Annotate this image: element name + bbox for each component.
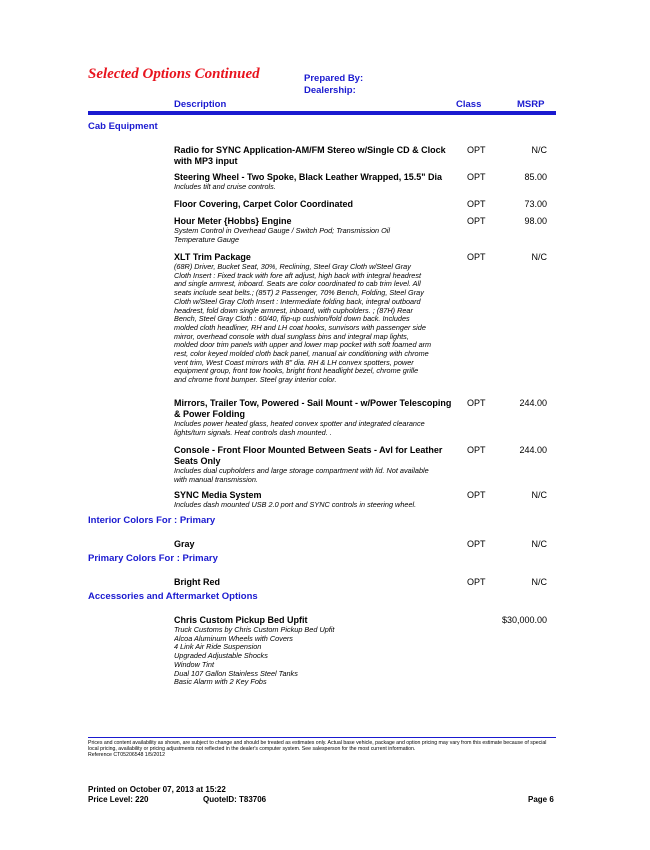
option-msrp: 98.00 xyxy=(524,216,547,226)
option-msrp: N/C xyxy=(531,490,547,500)
prepared-by-label: Prepared By: xyxy=(304,73,364,84)
option-msrp: N/C xyxy=(531,539,547,549)
column-header-description: Description xyxy=(174,99,227,110)
option-name: Chris Custom Pickup Bed Upfit xyxy=(174,615,308,625)
section-title-accessories: Accessories and Aftermarket Options xyxy=(88,591,258,602)
option-class: OPT xyxy=(467,216,486,226)
option-row xyxy=(174,145,452,167)
option-name: Steering Wheel - Two Spoke, Black Leather Wrapped, 15.5" Dia xyxy=(174,172,443,182)
option-description: Includes power heated glass, heated convex spotter and integrated clearance lights/turn signals. Heat controls dash mounted. . xyxy=(174,420,425,437)
option-class: OPT xyxy=(467,490,486,500)
option-name: XLT Trim Package xyxy=(174,252,251,262)
section-title-interior-colors: Interior Colors For : Primary xyxy=(88,515,216,526)
option-description: Includes dual cupholders and large storage compartment with lid. Not available with manual transmission. xyxy=(174,467,429,484)
option-msrp: 73.00 xyxy=(524,199,547,209)
option-name: Bright Red xyxy=(174,577,220,587)
option-description: Includes tilt and cruise controls. xyxy=(174,183,276,191)
option-name: Hour Meter {Hobbs} Engine xyxy=(174,216,292,226)
option-name: Mirrors, Trailer Tow, Powered - Sail Mount - w/Power Telescoping & Power Folding xyxy=(174,398,452,419)
option-class: OPT xyxy=(467,252,486,262)
reference-text: Reference CT05206548 1/5/2012 xyxy=(88,752,166,758)
page-title: Selected Options Continued xyxy=(88,66,260,82)
option-description: (68R) Driver, Bucket Seat, 30%, Reclining, Steel Gray Cloth w/Steel Gray Cloth Insert : Fixed track with fore aft adjust, high back with integral headrest and single armrest, inboard. Seats are color coordinated to cab trim level. All seats include seat belts.; (85T) 2 Passenger, 70% Bench, Folding, Steel Gray Cloth w/Steel Gray Cloth Insert : Intermediate folding back, integral outboard headrest, fold down single armrest, inboard, with cupholders. ; (87H) Rear Bench, Steel Gray Cloth : 60/40, flip-up cushion/fold down back. Includes molded cloth headliner, RH and LH coat hooks, sunvisors with passenger side mirror, overhead console with dual sunglass bins and integral map lights, molded door trim panels with upper and lower map pocket with soft foamed arm rest, color keyed molded cloth back panel, manual air conditioning with chrome vent trim, West Coast mirrors with 8" dia. RH & LH convex spotters, power equipment group, front tow hooks, bright front headlight bezel, chrome grille and chrome front bumper. Steel gray interior color. xyxy=(174,263,432,385)
option-row xyxy=(174,199,452,210)
option-description: Truck Customs by Chris Custom Pickup Bed Upfit Alcoa Aluminum Wheels with Covers 4 Link Air Ride Suspension Upgraded Adjustable Shocks Window Tint Dual 107 Gallon Stainless Steel Tanks Basic Alarm with 2 Key Fobs xyxy=(174,626,335,687)
column-header-class: Class xyxy=(456,99,482,110)
option-description: System Control in Overhead Gauge / Switch Pod; Transmission Oil Temperature Gauge xyxy=(174,227,391,244)
dealership-label: Dealership: xyxy=(304,85,356,96)
option-msrp: $30,000.00 xyxy=(501,615,547,625)
option-row xyxy=(174,490,452,510)
option-row xyxy=(174,615,452,687)
section-title-cab-equipment: Cab Equipment xyxy=(88,121,158,132)
option-msrp: N/C xyxy=(531,145,547,155)
option-name: SYNC Media System xyxy=(174,490,262,500)
option-row xyxy=(174,216,452,244)
option-msrp: N/C xyxy=(531,577,547,587)
option-msrp: 85.00 xyxy=(524,172,547,182)
printed-on: Printed on October 07, 2013 at 15:22 xyxy=(88,785,226,794)
footer-rule xyxy=(88,737,556,738)
quote-id: QuoteID: T83706 xyxy=(203,795,267,804)
option-description: Includes dash mounted USB 2.0 port and SYNC controls in steering wheel. xyxy=(174,501,417,509)
option-row xyxy=(174,539,452,550)
option-row xyxy=(174,577,452,588)
option-class: OPT xyxy=(467,577,486,587)
option-msrp: N/C xyxy=(531,252,547,262)
option-row xyxy=(174,252,452,385)
header-rule xyxy=(88,111,556,115)
option-class: OPT xyxy=(467,145,486,155)
page-number: Page 6 xyxy=(528,795,554,804)
option-row xyxy=(174,445,452,484)
disclaimer xyxy=(88,740,558,758)
price-level: Price Level: 220 xyxy=(88,795,149,804)
option-name: Radio for SYNC Application-AM/FM Stereo w/Single CD & Clock with MP3 input xyxy=(174,145,446,166)
option-msrp: 244.00 xyxy=(519,398,547,408)
option-class: OPT xyxy=(467,445,486,455)
option-name: Console - Front Floor Mounted Between Seats - Avl for Leather Seats Only xyxy=(174,445,443,466)
prepared-by-block xyxy=(304,73,363,97)
option-name: Floor Covering, Carpet Color Coordinated xyxy=(174,199,354,209)
column-header-msrp: MSRP xyxy=(517,99,545,110)
option-class: OPT xyxy=(467,539,486,549)
option-msrp: 244.00 xyxy=(519,445,547,455)
option-row xyxy=(174,172,452,192)
option-class: OPT xyxy=(467,199,486,209)
option-name: Gray xyxy=(174,539,195,549)
option-row xyxy=(174,398,452,437)
option-class: OPT xyxy=(467,172,486,182)
option-class: OPT xyxy=(467,398,486,408)
disclaimer-text: Prices and content availability as shown, are subject to change and should be treated as estimates only. Actual base vehicle, package and option pricing may vary from this estimate because of special local pricing, availability or pricing adjustments not reflected in the dealer's computer system. See salesperson for the most current information. xyxy=(88,740,547,752)
section-title-primary-colors: Primary Colors For : Primary xyxy=(88,553,218,564)
